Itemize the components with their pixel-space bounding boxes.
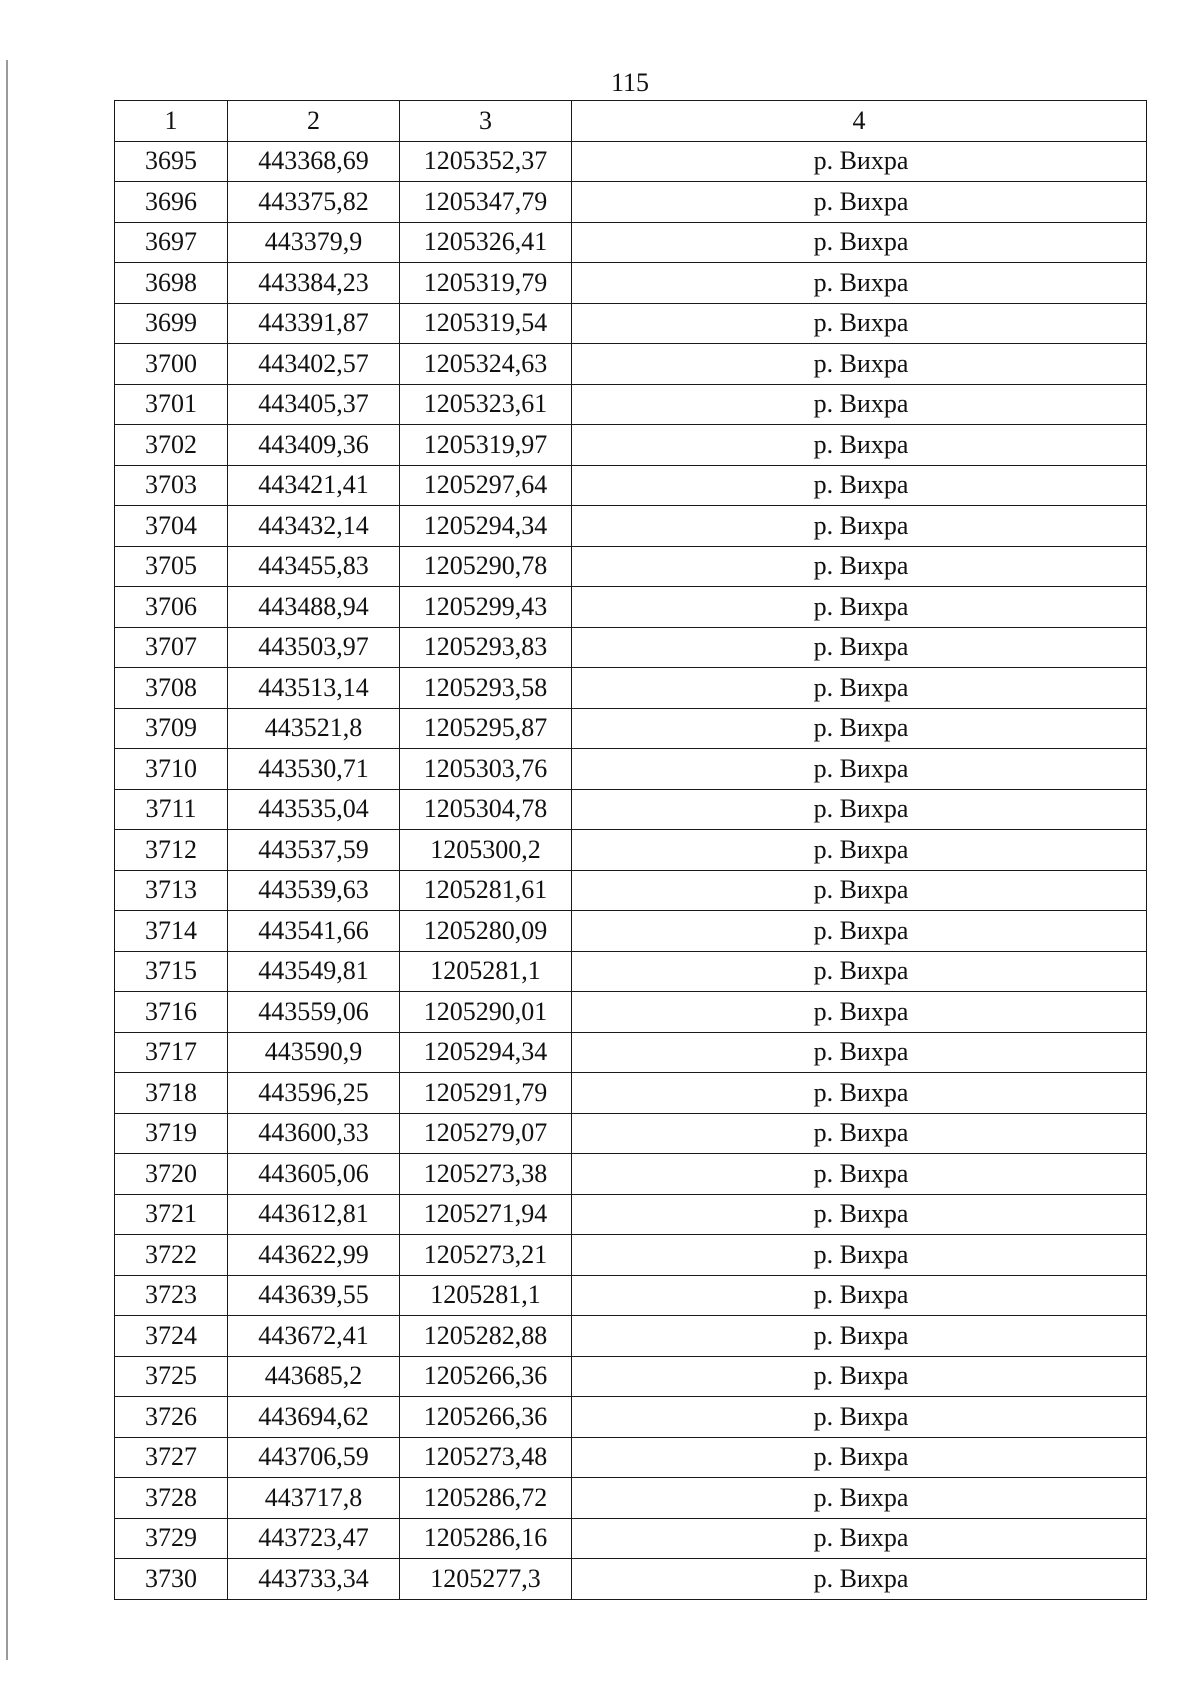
description-cell: р. Вихра: [572, 587, 1147, 628]
header-row: [115, 101, 1147, 142]
table-row: [115, 1437, 1147, 1478]
point-number-cell: 3716: [115, 992, 228, 1033]
table-row: [115, 1275, 1147, 1316]
point-number-cell: 3700: [115, 344, 228, 385]
table-row: [115, 384, 1147, 425]
y-coordinate-cell: 1205273,21: [400, 1235, 572, 1276]
x-coordinate-cell: 443694,62: [228, 1397, 400, 1438]
x-coordinate-cell: 443612,81: [228, 1194, 400, 1235]
description-cell: р. Вихра: [572, 222, 1147, 263]
y-coordinate-cell: 1205319,79: [400, 263, 572, 304]
x-coordinate-cell: 443391,87: [228, 303, 400, 344]
y-coordinate-cell: 1205293,83: [400, 627, 572, 668]
table-row: [115, 992, 1147, 1033]
table-row: [115, 1032, 1147, 1073]
point-number-cell: 3707: [115, 627, 228, 668]
coordinates-table: [114, 100, 1147, 1600]
description-cell: р. Вихра: [572, 1154, 1147, 1195]
point-number-cell: 3705: [115, 546, 228, 587]
point-number-cell: 3718: [115, 1073, 228, 1114]
x-coordinate-cell: 443368,69: [228, 141, 400, 182]
point-number-cell: 3709: [115, 708, 228, 749]
table-row: [115, 182, 1147, 223]
x-coordinate-cell: 443409,36: [228, 425, 400, 466]
y-coordinate-cell: 1205352,37: [400, 141, 572, 182]
description-cell: р. Вихра: [572, 870, 1147, 911]
point-number-cell: 3725: [115, 1356, 228, 1397]
x-coordinate-cell: 443717,8: [228, 1478, 400, 1519]
point-number-cell: 3708: [115, 668, 228, 709]
table-row: [115, 951, 1147, 992]
table-row: [115, 344, 1147, 385]
table-row: [115, 1356, 1147, 1397]
y-coordinate-cell: 1205293,58: [400, 668, 572, 709]
x-coordinate-cell: 443537,59: [228, 830, 400, 871]
description-cell: р. Вихра: [572, 1073, 1147, 1114]
point-number-cell: 3703: [115, 465, 228, 506]
point-number-cell: 3706: [115, 587, 228, 628]
description-cell: р. Вихра: [572, 1437, 1147, 1478]
page-number: 115: [610, 68, 650, 97]
y-coordinate-cell: 1205266,36: [400, 1397, 572, 1438]
table-row: [115, 708, 1147, 749]
point-number-cell: 3726: [115, 1397, 228, 1438]
description-cell: р. Вихра: [572, 182, 1147, 223]
description-cell: р. Вихра: [572, 303, 1147, 344]
description-cell: р. Вихра: [572, 344, 1147, 385]
y-coordinate-cell: 1205294,34: [400, 506, 572, 547]
description-cell: р. Вихра: [572, 1397, 1147, 1438]
table-row: [115, 222, 1147, 263]
x-coordinate-cell: 443535,04: [228, 789, 400, 830]
x-coordinate-cell: 443421,41: [228, 465, 400, 506]
x-coordinate-cell: 443405,37: [228, 384, 400, 425]
description-cell: р. Вихра: [572, 1478, 1147, 1519]
y-coordinate-cell: 1205319,54: [400, 303, 572, 344]
table-row: [115, 1235, 1147, 1276]
table-row: [115, 789, 1147, 830]
point-number-cell: 3721: [115, 1194, 228, 1235]
description-cell: р. Вихра: [572, 1356, 1147, 1397]
y-coordinate-cell: 1205324,63: [400, 344, 572, 385]
table-row: [115, 506, 1147, 547]
point-number-cell: 3720: [115, 1154, 228, 1195]
y-coordinate-cell: 1205273,48: [400, 1437, 572, 1478]
description-cell: р. Вихра: [572, 1032, 1147, 1073]
table-row: [115, 749, 1147, 790]
point-number-cell: 3704: [115, 506, 228, 547]
x-coordinate-cell: 443384,23: [228, 263, 400, 304]
x-coordinate-cell: 443375,82: [228, 182, 400, 223]
point-number-cell: 3712: [115, 830, 228, 871]
point-number-cell: 3711: [115, 789, 228, 830]
description-cell: р. Вихра: [572, 1235, 1147, 1276]
table-row: [115, 1194, 1147, 1235]
x-coordinate-cell: 443488,94: [228, 587, 400, 628]
scan-left-edge-line: [6, 60, 8, 1660]
table-row: [115, 830, 1147, 871]
table-row: [115, 1316, 1147, 1357]
description-cell: р. Вихра: [572, 627, 1147, 668]
table-row: [115, 1397, 1147, 1438]
x-coordinate-cell: 443539,63: [228, 870, 400, 911]
y-coordinate-cell: 1205273,38: [400, 1154, 572, 1195]
y-coordinate-cell: 1205271,94: [400, 1194, 572, 1235]
point-number-cell: 3723: [115, 1275, 228, 1316]
y-coordinate-cell: 1205326,41: [400, 222, 572, 263]
description-cell: р. Вихра: [572, 1275, 1147, 1316]
point-number-cell: 3698: [115, 263, 228, 304]
table-row: [115, 303, 1147, 344]
table-row: [115, 1559, 1147, 1600]
description-cell: р. Вихра: [572, 263, 1147, 304]
point-number-cell: 3722: [115, 1235, 228, 1276]
point-number-cell: 3714: [115, 911, 228, 952]
table-row: [115, 627, 1147, 668]
x-coordinate-cell: 443672,41: [228, 1316, 400, 1357]
y-coordinate-cell: 1205295,87: [400, 708, 572, 749]
table-row: [115, 425, 1147, 466]
description-cell: р. Вихра: [572, 749, 1147, 790]
y-coordinate-cell: 1205299,43: [400, 587, 572, 628]
x-coordinate-cell: 443513,14: [228, 668, 400, 709]
point-number-cell: 3730: [115, 1559, 228, 1600]
y-coordinate-cell: 1205323,61: [400, 384, 572, 425]
y-coordinate-cell: 1205300,2: [400, 830, 572, 871]
x-coordinate-cell: 443549,81: [228, 951, 400, 992]
y-coordinate-cell: 1205281,61: [400, 870, 572, 911]
column-header-1: 1: [115, 101, 228, 142]
y-coordinate-cell: 1205282,88: [400, 1316, 572, 1357]
table-row: [115, 1478, 1147, 1519]
x-coordinate-cell: 443685,2: [228, 1356, 400, 1397]
x-coordinate-cell: 443541,66: [228, 911, 400, 952]
x-coordinate-cell: 443503,97: [228, 627, 400, 668]
y-coordinate-cell: 1205304,78: [400, 789, 572, 830]
table-row: [115, 668, 1147, 709]
point-number-cell: 3715: [115, 951, 228, 992]
x-coordinate-cell: 443622,99: [228, 1235, 400, 1276]
x-coordinate-cell: 443455,83: [228, 546, 400, 587]
description-cell: р. Вихра: [572, 384, 1147, 425]
point-number-cell: 3701: [115, 384, 228, 425]
y-coordinate-cell: 1205281,1: [400, 951, 572, 992]
column-header-3: 3: [400, 101, 572, 142]
y-coordinate-cell: 1205280,09: [400, 911, 572, 952]
description-cell: р. Вихра: [572, 546, 1147, 587]
x-coordinate-cell: 443559,06: [228, 992, 400, 1033]
x-coordinate-cell: 443596,25: [228, 1073, 400, 1114]
table-header: [115, 101, 1147, 142]
x-coordinate-cell: 443590,9: [228, 1032, 400, 1073]
point-number-cell: 3710: [115, 749, 228, 790]
description-cell: р. Вихра: [572, 992, 1147, 1033]
table-body: [115, 141, 1147, 1599]
table-row: [115, 546, 1147, 587]
table-row: [115, 1073, 1147, 1114]
x-coordinate-cell: 443379,9: [228, 222, 400, 263]
y-coordinate-cell: 1205286,72: [400, 1478, 572, 1519]
y-coordinate-cell: 1205279,07: [400, 1113, 572, 1154]
description-cell: р. Вихра: [572, 141, 1147, 182]
point-number-cell: 3699: [115, 303, 228, 344]
description-cell: р. Вихра: [572, 951, 1147, 992]
description-cell: р. Вихра: [572, 668, 1147, 709]
point-number-cell: 3729: [115, 1518, 228, 1559]
description-cell: р. Вихра: [572, 1316, 1147, 1357]
y-coordinate-cell: 1205277,3: [400, 1559, 572, 1600]
point-number-cell: 3702: [115, 425, 228, 466]
description-cell: р. Вихра: [572, 425, 1147, 466]
description-cell: р. Вихра: [572, 708, 1147, 749]
x-coordinate-cell: 443605,06: [228, 1154, 400, 1195]
description-cell: р. Вихра: [572, 1194, 1147, 1235]
point-number-cell: 3697: [115, 222, 228, 263]
table-row: [115, 1518, 1147, 1559]
description-cell: р. Вихра: [572, 465, 1147, 506]
y-coordinate-cell: 1205303,76: [400, 749, 572, 790]
table-row: [115, 587, 1147, 628]
point-number-cell: 3724: [115, 1316, 228, 1357]
description-cell: р. Вихра: [572, 506, 1147, 547]
point-number-cell: 3719: [115, 1113, 228, 1154]
y-coordinate-cell: 1205266,36: [400, 1356, 572, 1397]
description-cell: р. Вихра: [572, 911, 1147, 952]
x-coordinate-cell: 443723,47: [228, 1518, 400, 1559]
y-coordinate-cell: 1205319,97: [400, 425, 572, 466]
x-coordinate-cell: 443639,55: [228, 1275, 400, 1316]
y-coordinate-cell: 1205291,79: [400, 1073, 572, 1114]
y-coordinate-cell: 1205297,64: [400, 465, 572, 506]
y-coordinate-cell: 1205290,01: [400, 992, 572, 1033]
y-coordinate-cell: 1205286,16: [400, 1518, 572, 1559]
x-coordinate-cell: 443402,57: [228, 344, 400, 385]
table-row: [115, 263, 1147, 304]
description-cell: р. Вихра: [572, 1559, 1147, 1600]
y-coordinate-cell: 1205347,79: [400, 182, 572, 223]
y-coordinate-cell: 1205294,34: [400, 1032, 572, 1073]
column-header-2: 2: [228, 101, 400, 142]
point-number-cell: 3717: [115, 1032, 228, 1073]
x-coordinate-cell: 443530,71: [228, 749, 400, 790]
y-coordinate-cell: 1205281,1: [400, 1275, 572, 1316]
table-row: [115, 141, 1147, 182]
table-row: [115, 465, 1147, 506]
description-cell: р. Вихра: [572, 830, 1147, 871]
x-coordinate-cell: 443432,14: [228, 506, 400, 547]
x-coordinate-cell: 443733,34: [228, 1559, 400, 1600]
x-coordinate-cell: 443600,33: [228, 1113, 400, 1154]
x-coordinate-cell: 443521,8: [228, 708, 400, 749]
y-coordinate-cell: 1205290,78: [400, 546, 572, 587]
point-number-cell: 3713: [115, 870, 228, 911]
table-row: [115, 870, 1147, 911]
column-header-4: 4: [572, 101, 1147, 142]
point-number-cell: 3695: [115, 141, 228, 182]
x-coordinate-cell: 443706,59: [228, 1437, 400, 1478]
table-row: [115, 1113, 1147, 1154]
point-number-cell: 3696: [115, 182, 228, 223]
description-cell: р. Вихра: [572, 789, 1147, 830]
point-number-cell: 3727: [115, 1437, 228, 1478]
description-cell: р. Вихра: [572, 1518, 1147, 1559]
point-number-cell: 3728: [115, 1478, 228, 1519]
table-row: [115, 911, 1147, 952]
description-cell: р. Вихра: [572, 1113, 1147, 1154]
table-row: [115, 1154, 1147, 1195]
